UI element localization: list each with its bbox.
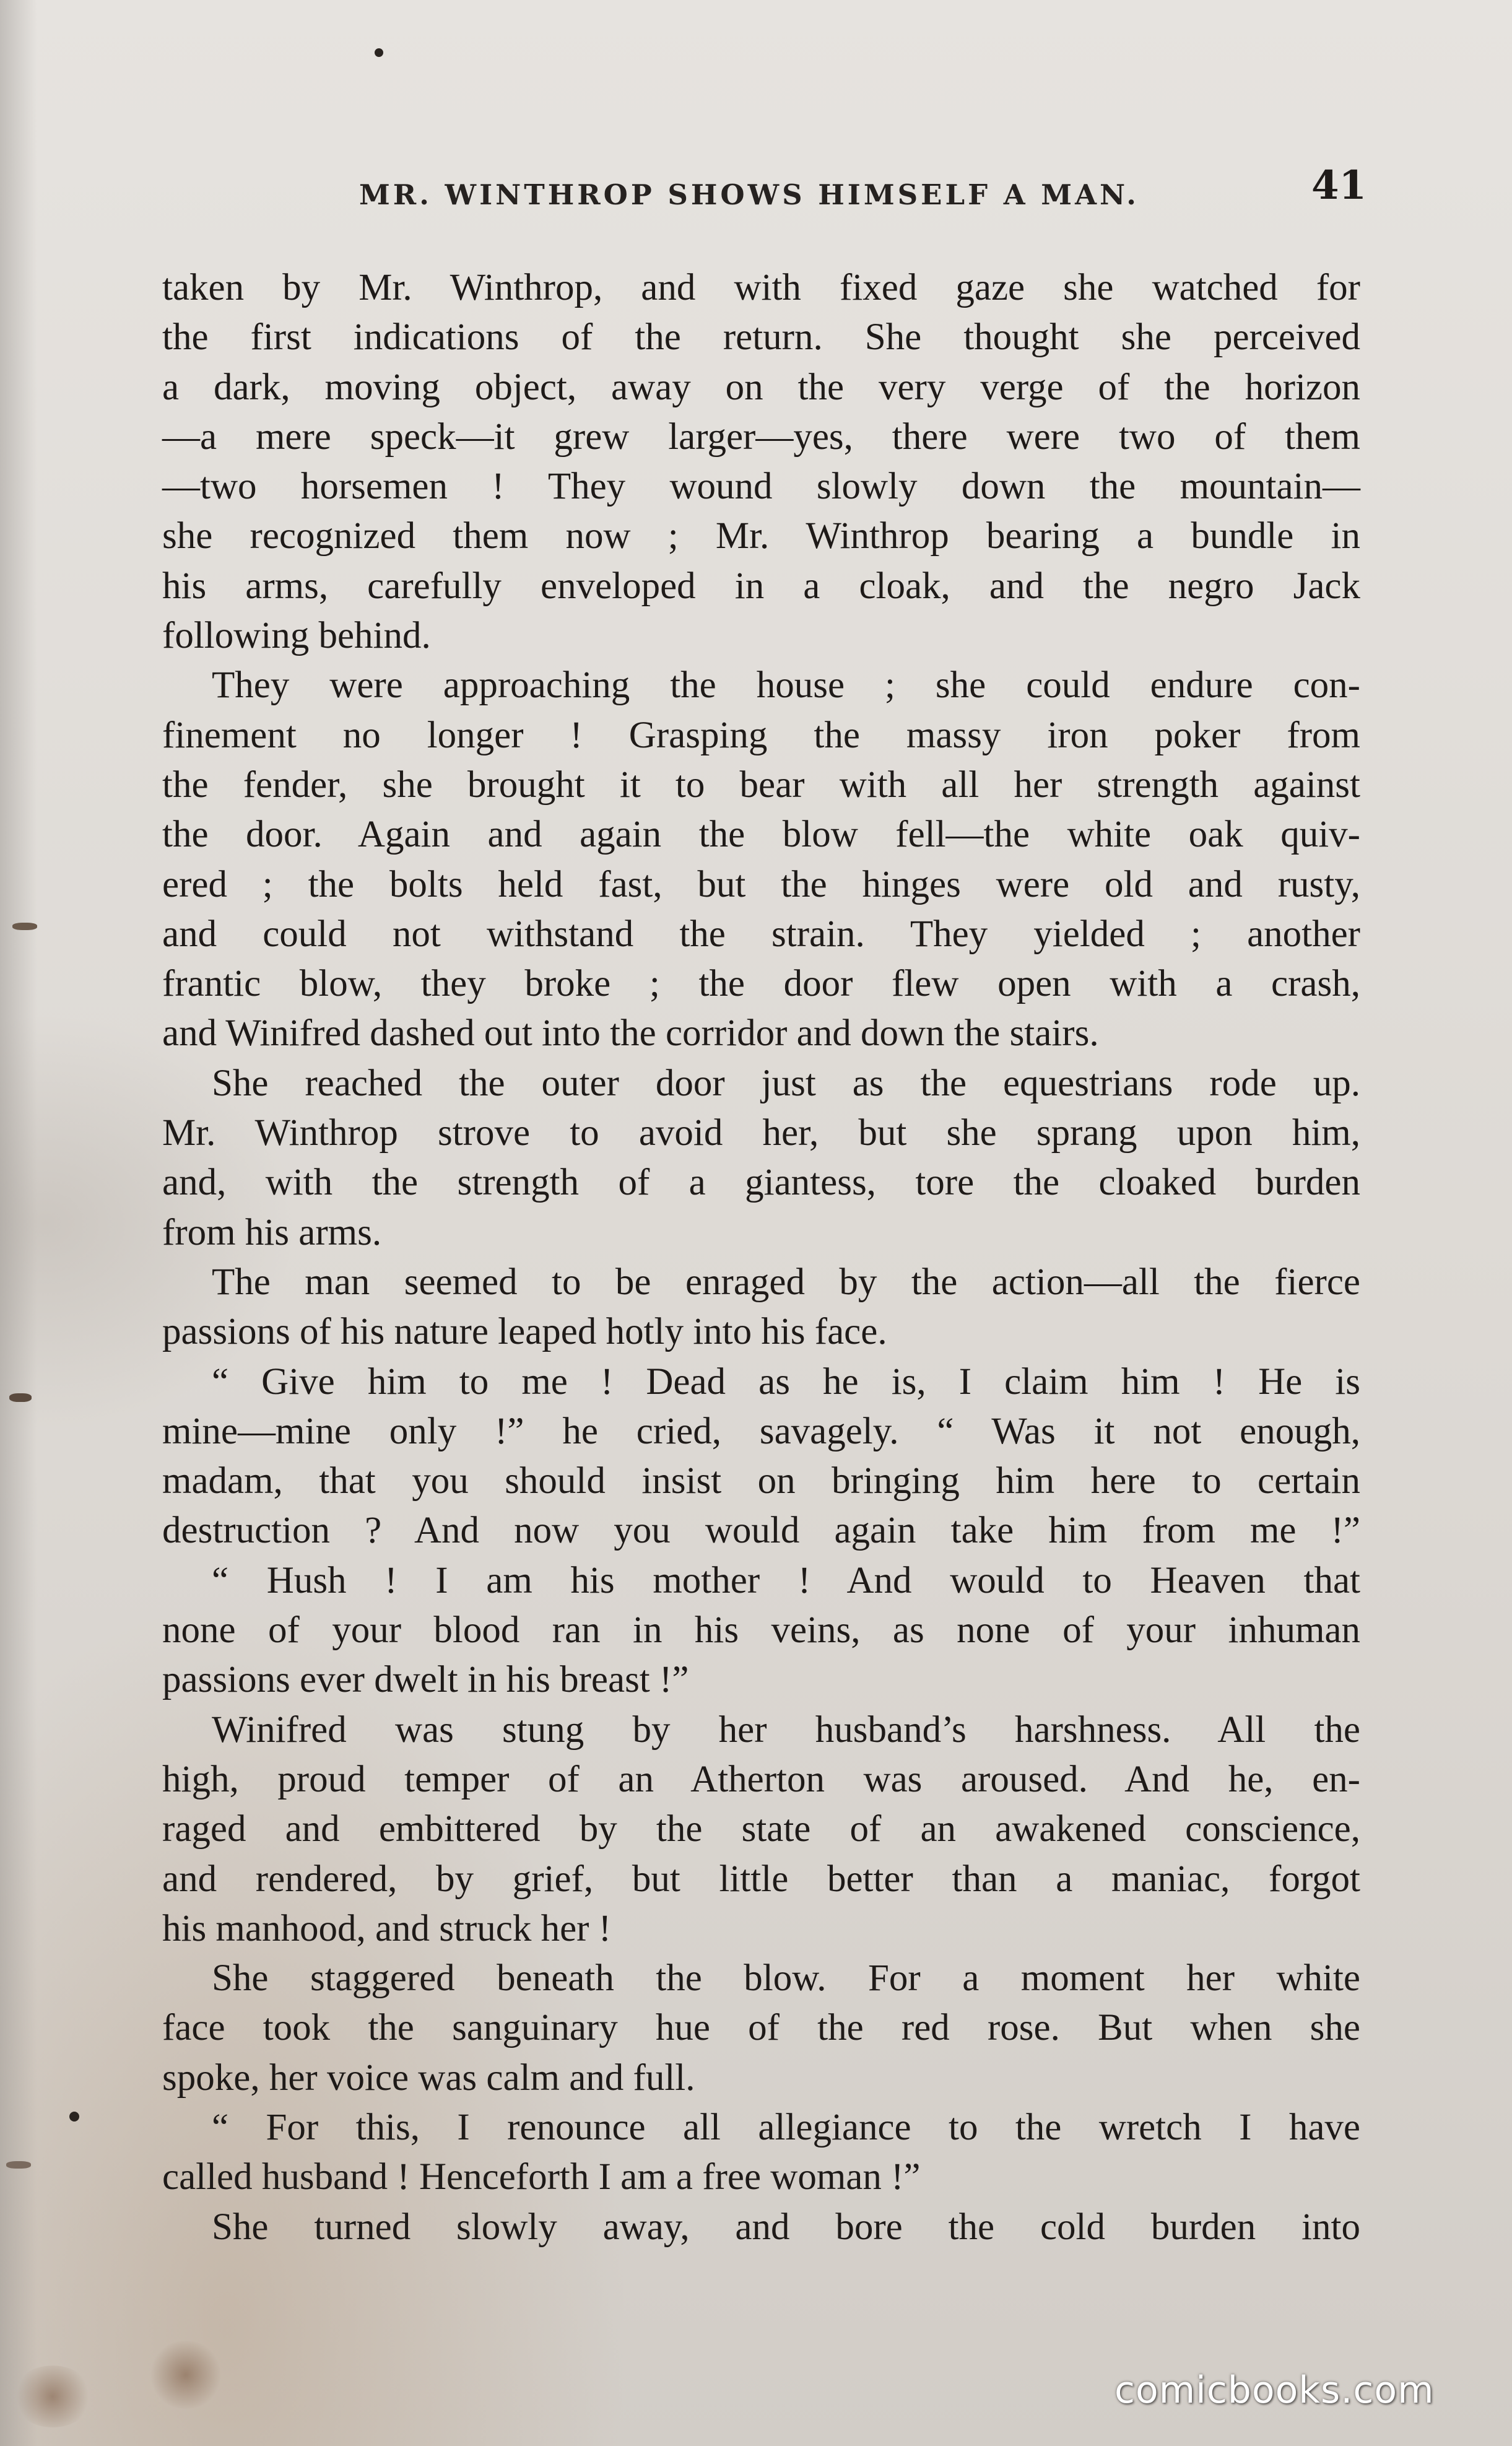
- text-line: high, proud temper of an Atherton was aroused. And he, en-: [162, 1758, 1360, 1800]
- text-line: the first indications of the return. She thought she perceived: [162, 316, 1360, 359]
- page-number: 41: [1311, 162, 1367, 209]
- ink-speck: [6, 2161, 31, 2169]
- text-line: his manhood, and struck her !: [162, 1907, 612, 1949]
- body-text: [162, 263, 1360, 2252]
- foxing-stain: [149, 2341, 223, 2409]
- text-line: —a mere speck—it grew larger—yes, there were two of them: [162, 416, 1360, 458]
- text-line: “ For this, I renounce all allegiance to the wretch I have: [212, 2106, 1360, 2148]
- ink-speck: [69, 2112, 79, 2122]
- text-line: spoke, her voice was calm and full.: [162, 2056, 695, 2099]
- text-line: from his arms.: [162, 1211, 382, 1253]
- text-line: a dark, moving object, away on the very verge of the horizon: [162, 366, 1360, 408]
- text-line: following behind.: [162, 615, 431, 657]
- text-line: passions ever dwelt in his breast !”: [162, 1659, 689, 1701]
- text-line: She reached the outer door just as the equestrians rode up.: [212, 1062, 1360, 1104]
- text-line: raged and embittered by the state of an awakened conscience,: [162, 1808, 1360, 1850]
- running-head: MR. WINTHROP SHOWS HIMSELF A MAN.: [359, 178, 1139, 211]
- text-line: destruction ? And now you would again take him from me !”: [162, 1510, 1360, 1552]
- ink-speck: [375, 48, 383, 57]
- text-line: Mr. Winthrop strove to avoid her, but she sprang upon him,: [162, 1112, 1360, 1154]
- text-line: passions of his nature leaped hotly into his face.: [162, 1311, 887, 1353]
- text-line: and, with the strength of a giantess, tore the cloaked burden: [162, 1162, 1360, 1204]
- foxing-stain: [12, 2365, 93, 2427]
- text-line: finement no longer ! Grasping the massy iron poker from: [162, 714, 1360, 756]
- text-line: face took the sanguinary hue of the red rose. But when she: [162, 2007, 1360, 2049]
- text-line: Winifred was stung by her husband’s harshness. All the: [212, 1708, 1360, 1751]
- text-line: She staggered beneath the blow. For a moment her white: [212, 1957, 1360, 2000]
- text-line: —two horsemen ! They wound slowly down the mountain—: [162, 466, 1360, 508]
- text-line: she recognized them now ; Mr. Winthrop bearing a bundle in: [162, 515, 1360, 557]
- text-line: and Winifred dashed out into the corridor and down the stairs.: [162, 1012, 1099, 1055]
- text-line: frantic blow, they broke ; the door flew open with a crash,: [162, 963, 1360, 1005]
- ink-speck: [9, 1393, 32, 1402]
- text-line: The man seemed to be enraged by the action—all the fierce: [212, 1261, 1360, 1303]
- text-line: ered ; the bolts held fast, but the hinges were old and rusty,: [162, 863, 1360, 905]
- text-line: the door. Again and again the blow fell—the white oak quiv-: [162, 814, 1360, 856]
- text-line: and rendered, by grief, but little better than a maniac, forgot: [162, 1858, 1360, 1900]
- text-line: his arms, carefully enveloped in a cloak, and the negro Jack: [162, 565, 1360, 607]
- text-line: “ Hush ! I am his mother ! And would to Heaven that: [212, 1559, 1360, 1601]
- text-line: the fender, she brought it to bear with all her strength against: [162, 764, 1360, 806]
- text-line: called husband ! Henceforth I am a free woman !”: [162, 2156, 921, 2198]
- watermark: comicbooks.com: [1114, 2369, 1435, 2412]
- text-line: “ Give him to me ! Dead as he is, I claim him ! He is: [212, 1360, 1360, 1403]
- text-line: She turned slowly away, and bore the cold burden into: [212, 2206, 1360, 2248]
- page-edge-shadow: [0, 0, 37, 2446]
- text-line: madam, that you should insist on bringing him here to certain: [162, 1460, 1360, 1502]
- text-line: They were approaching the house ; she could endure con-: [212, 664, 1360, 707]
- text-line: mine—mine only !” he cried, savagely. “ Was it not enough,: [162, 1410, 1360, 1452]
- text-line: none of your blood ran in his veins, as none of your inhuman: [162, 1609, 1360, 1652]
- text-line: and could not withstand the strain. They yielded ; another: [162, 913, 1360, 955]
- ink-speck: [12, 923, 37, 930]
- text-line: taken by Mr. Winthrop, and with fixed gaze she watched for: [162, 267, 1360, 308]
